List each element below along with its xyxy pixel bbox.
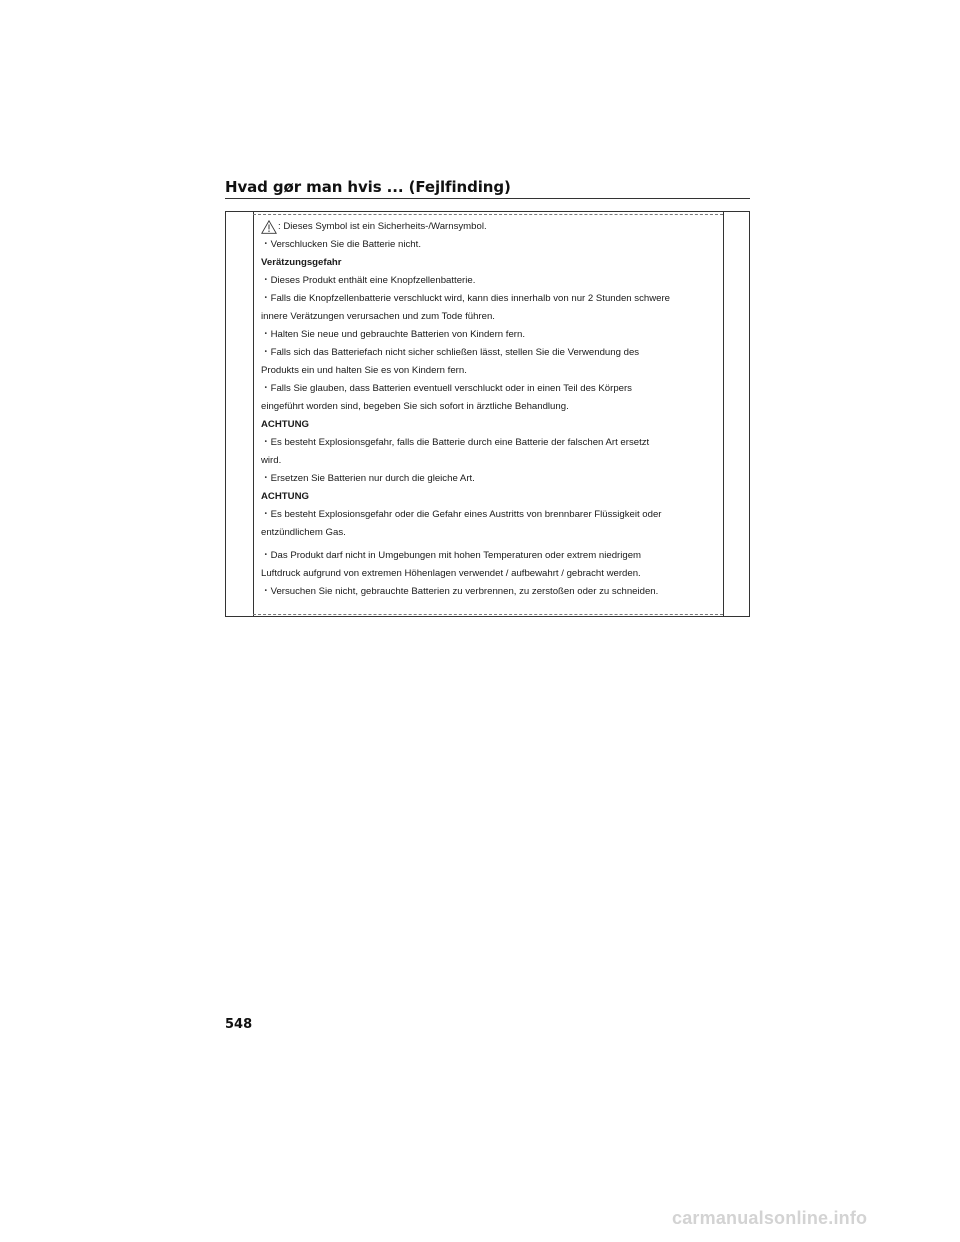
header-divider: [225, 198, 750, 199]
watermark: carmanualsonline.info: [672, 1208, 868, 1228]
notice-dashed-bottom: [253, 614, 723, 615]
symbol-description: : Dieses Symbol ist ein Sicherheits-/Warnsymbol.: [278, 221, 487, 232]
list-item: ・Dieses Produkt enthält eine Knopfzellenbatterie.: [261, 275, 476, 286]
list-item: ・Das Produkt darf nicht in Umgebungen mit hohen Temperaturen oder extrem niedrigem: [261, 550, 642, 561]
notice-left-column-rule: [253, 211, 254, 617]
list-item: ・Falls die Knopfzellenbatterie verschluckt wird, kann dies innerhalb von nur 2 Stunden schwere: [261, 293, 671, 304]
list-item: ・Ersetzen Sie Batterien nur durch die gleiche Art.: [261, 473, 475, 484]
page-title: Hvad gør man hvis ... (Fejlfinding): [225, 178, 511, 196]
section-heading: ACHTUNG: [261, 491, 309, 502]
list-item: ・Falls Sie glauben, dass Batterien eventuell verschluckt oder in einen Teil des Körpers: [261, 383, 632, 394]
list-item: ・Halten Sie neue und gebrauchte Batterien von Kindern fern.: [261, 329, 526, 340]
list-item-continuation: Produkts ein und halten Sie es von Kindern fern.: [261, 365, 467, 376]
list-item-continuation: wird.: [261, 455, 282, 466]
list-item: ・Es besteht Explosionsgefahr, falls die Batterie durch eine Batterie der falschen Art ersetzt: [261, 437, 650, 448]
list-item-continuation: innere Verätzungen verursachen und zum Tode führen.: [261, 311, 495, 322]
section-heading: ACHTUNG: [261, 419, 309, 430]
list-item-continuation: entzündlichem Gas.: [261, 527, 346, 538]
notice-right-column-rule: [723, 211, 724, 617]
warning-triangle-icon: [261, 220, 277, 234]
list-item: ・Es besteht Explosionsgefahr oder die Gefahr eines Austritts von brennbarer Flüssigkeit oder: [261, 509, 662, 520]
page-number: 548: [225, 1017, 253, 1032]
notice-dashed-top: [253, 214, 723, 215]
list-item-continuation: eingeführt worden sind, begeben Sie sich sofort in ärztliche Behandlung.: [261, 401, 569, 412]
symbol-line: [261, 218, 719, 236]
list-item-continuation: Luftdruck aufgrund von extremen Höhenlagen verwendet / aufbewahrt / gebracht werden.: [261, 568, 641, 579]
notice-content: [261, 218, 719, 601]
section-heading: Verätzungsgefahr: [261, 257, 342, 268]
list-item: ・Falls sich das Batteriefach nicht sicher schließen lässt, stellen Sie die Verwendung des: [261, 347, 640, 358]
list-item: ・Verschlucken Sie die Batterie nicht.: [261, 239, 421, 250]
list-item: ・Versuchen Sie nicht, gebrauchte Batterien zu verbrennen, zu zerstoßen oder zu schneiden.: [261, 586, 659, 597]
